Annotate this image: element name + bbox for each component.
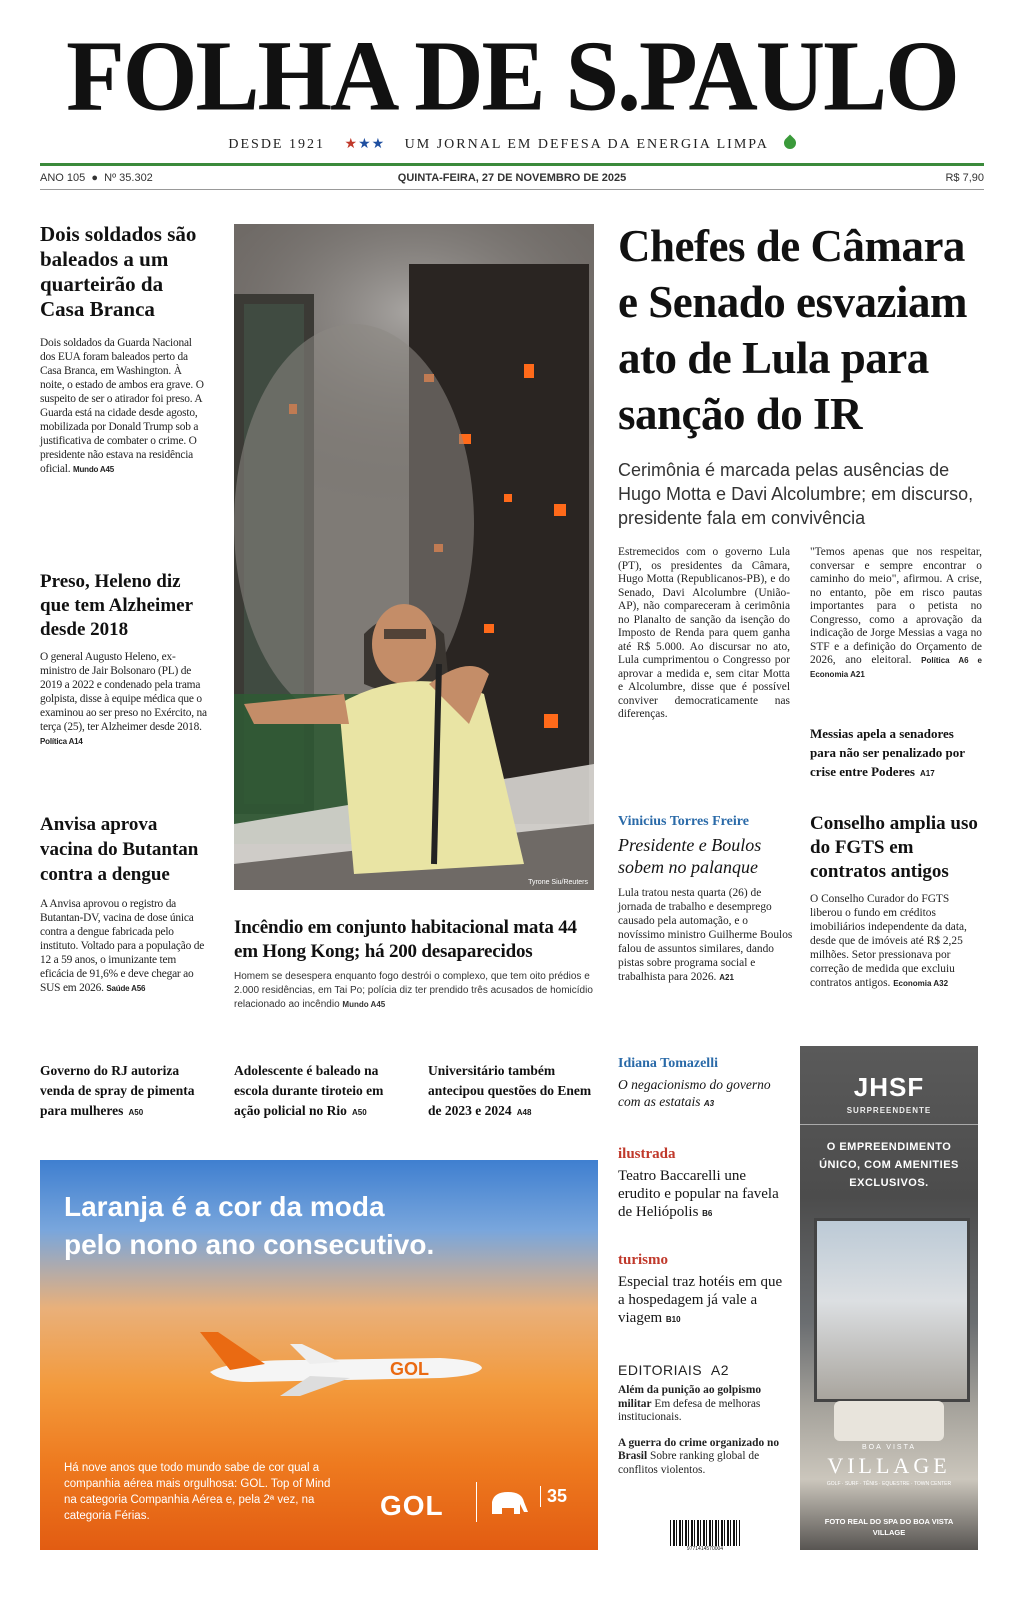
story-headline[interactable]: Preso, Heleno diz que tem Alzheimer desde 2018	[40, 571, 193, 640]
story-body: A Anvisa aprovou o registro da Butantan-DV, vacina de dose única contra a dengue fabricada pelo instituto. Voltado para a população de 12 a 59 anos, o imunizante tem eficácia de 91,6% e deve chegar ao SUS em 2026.	[40, 898, 205, 994]
masthead-tagline	[0, 136, 1024, 153]
section-ref: B6	[702, 1209, 713, 1218]
story-hong-kong[interactable]	[234, 916, 596, 1012]
bullet-icon: ●	[88, 172, 102, 184]
photo-credit: Tyrone Siu/Reuters	[528, 879, 588, 886]
section-ref: A17	[920, 769, 935, 778]
story-anvisa[interactable]	[40, 812, 208, 996]
column-author[interactable]: Idiana Tomazelli	[618, 1056, 718, 1071]
ilustrada-teaser[interactable]	[618, 1146, 786, 1223]
messias-brief[interactable]	[810, 723, 982, 780]
plane-logo-text: GOL	[390, 1359, 429, 1379]
edition-year: ANO 105	[40, 172, 86, 184]
ad-small-text: Há nove anos que todo mundo sabe de cor qual a companhia aérea mais orgulhosa: GOL. Top of Mind na categoria Companhia Aérea e, pela 2ª vez, na categoria Férias.	[64, 1462, 331, 1522]
ad-divider	[476, 1482, 477, 1522]
story-headline[interactable]: Conselho amplia uso do FGTS em contratos antigos	[810, 813, 978, 882]
leaf-drop-icon	[781, 135, 798, 152]
editoriais-block[interactable]	[618, 1362, 786, 1477]
editorial-title[interactable]: A guerra do crime organizado no Brasil	[618, 1436, 780, 1462]
column-title[interactable]: O negacionismo do governo com as estatais	[618, 1077, 771, 1109]
story-soldiers[interactable]	[40, 222, 208, 477]
lead-col2-text: "Temos apenas que nos respeitar, conversar e sempre encontrar o caminho do meio", afirmou. A crise, no entanto, põe em risco pautas importantes para o petista no Congresso, como a aprovação da indicação de Jorge Messias a vaga no STF e a definição do Orçamento de 2026, ano eleitoral.	[810, 546, 982, 666]
section-ref: A48	[516, 1108, 532, 1117]
photo-caption: Homem se desespera enquanto fogo destrói o complexo, que tem oito prédios e 2.000 residências, em Tai Po; polícia diz ter prendido três acusados de homicídio relacionado ao incêndio	[234, 971, 593, 1010]
since-text: DESDE 1921	[228, 137, 325, 152]
section-ref: Saúde A56	[106, 984, 146, 993]
story-body: Dois soldados da Guarda Nacional dos EUA foram baleados perto da Casa Branca, em Washington. À noite, o estado de ambos era grave. O suspeito de ser o atirador foi preso. A Guarda está na cidade desde agosto, mobilizada por Donald Trump sob a justificativa de combater o crime. O presidente não estava na residência oficial.	[40, 337, 204, 475]
editorial-text: Sobre ranking global de conflitos violentos.	[618, 1450, 760, 1476]
section-ref: B10	[665, 1315, 681, 1324]
section-ref: Mundo A45	[73, 465, 115, 474]
editoriais-label: EDITORIAIS	[618, 1362, 703, 1378]
ad-headline-1: Laranja é a cor da moda	[64, 1191, 385, 1222]
section-ref: Mundo A45	[342, 1000, 386, 1009]
story-headline[interactable]: Anvisa aprova vacina do Butantan contra a dengue	[40, 814, 199, 885]
brief-adolescente[interactable]	[234, 1060, 406, 1120]
teaser-text[interactable]: Teatro Baccarelli une erudito e popular na favela de Heliópolis	[618, 1168, 779, 1220]
barcode-number: 9771414570004	[670, 1546, 740, 1552]
ad-divider	[800, 1124, 978, 1125]
lead-headline[interactable]: Chefes de Câmara e Senado esvaziam ato de Lula para sanção do IR	[618, 221, 967, 439]
stars-icon: ★★★	[344, 137, 386, 152]
fire-photo[interactable]	[234, 224, 594, 890]
story-fgts[interactable]	[810, 812, 984, 991]
story-headline[interactable]: Dois soldados são baleados a um quarteirão da Casa Branca	[40, 222, 197, 321]
editorial-title[interactable]: Além da punição ao golpismo militar	[618, 1384, 762, 1410]
editorial-text: Em defesa de melhoras institucionais.	[618, 1397, 761, 1423]
column-body: Lula tratou nesta quarta (26) de jornada de trabalho e desemprego causado pela automação, e o novíssimo ministro Guilherme Boulos falou de assuntos similares, dando pistas sobre programa social e trabalhista para 2026.	[618, 887, 793, 983]
jhsf-tag: SURPREENDENTE	[846, 1106, 932, 1115]
section-label: turismo	[618, 1252, 668, 1268]
section-ref: Política A6 e Economia A21	[810, 656, 983, 679]
spa-photo	[814, 1218, 970, 1402]
messias-headline[interactable]: Messias apela a senadores para não ser penalizado por crise entre Poderes	[810, 726, 965, 779]
brief-text[interactable]: Universitário também antecipou questões do Enem de 2023 e 2024	[428, 1063, 592, 1118]
lead-story[interactable]	[618, 218, 984, 530]
barcode	[670, 1520, 740, 1550]
photo-headline[interactable]: Incêndio em conjunto habitacional mata 44 em Hong Kong; há 200 desaparecidos	[234, 917, 577, 962]
story-heleno[interactable]	[40, 570, 208, 749]
section-label: ilustrada	[618, 1146, 676, 1162]
section-ref: Economia A32	[893, 979, 949, 988]
jhsf-foot: FOTO REAL DO SPA DO BOA VISTA VILLAGE	[824, 1517, 954, 1537]
slogan-text: UM JORNAL EM DEFESA DA ENERGIA LIMPA	[404, 137, 769, 152]
section-ref: A50	[351, 1108, 367, 1117]
village-small: BOA VISTA	[861, 1444, 917, 1451]
jhsf-logo: JHSF	[853, 1072, 925, 1102]
gol-advertisement[interactable]	[40, 1160, 598, 1550]
edition-price: R$ 7,90	[945, 172, 984, 184]
section-ref: A50	[128, 1108, 144, 1117]
dateline-rule	[40, 189, 984, 190]
column-author[interactable]: Vinicius Torres Freire	[618, 814, 749, 829]
elephant-icon	[490, 1490, 530, 1516]
hong-kong-fire-illustration	[234, 224, 594, 890]
story-body: O general Augusto Heleno, ex-ministro de Jair Bolsonaro (PL) de 2019 a 2022 e condenado pela trama golpista, disse à equipe médica que o examinou ao ser preso no Exército, na terça (25), ter Alzheimer desde 2018.	[40, 651, 207, 733]
turismo-teaser[interactable]	[618, 1252, 786, 1329]
village-name: VILLAGE	[827, 1453, 951, 1478]
masthead-rule	[40, 163, 984, 166]
brief-text[interactable]: Governo do RJ autoriza venda de spray de pimenta para mulheres	[40, 1063, 195, 1118]
airplane-icon	[190, 1320, 490, 1400]
section-ref: Política A14	[40, 737, 83, 746]
lead-col1: Estremecidos com o governo Lula (PT), os presidentes da Câmara, Hugo Motta (Republicanos-PB), e do Senado, Davi Alcolumbre (União-AP), não compareceram à cerimônia no Planalto de sanção da isenção do Imposto de Renda para quem ganha até R$ 5.000. Ao discursar no ato, Lula cumprimentou o Congresso por aprovar a medida e, sem citar Motta e Alcolumbre, disse que é possível conviver democraticamente nas diferenças.	[618, 546, 790, 720]
ad-headline-2: pelo nono ano consecutivo.	[64, 1229, 435, 1260]
column-title[interactable]: Presidente e Boulos sobem no palanque	[618, 835, 762, 877]
teaser-text[interactable]: Especial traz hotéis em que a hospedagem já vale a viagem	[618, 1274, 783, 1326]
jhsf-advertisement[interactable]	[800, 1046, 978, 1550]
village-features: GOLF · SURF · TÊNIS · EQUESTRE · TOWN CENTER	[826, 1481, 952, 1487]
spa-bed	[834, 1401, 944, 1441]
lead-deck: Cerimônia é marcada pelas ausências de Hugo Motta e Davi Alcolumbre; em discurso, presidente fala em convivência	[618, 460, 974, 528]
brief-text[interactable]: Adolescente é baleado na escola durante tiroteio em ação policial no Rio	[234, 1063, 384, 1118]
masthead-title: FOLHA DE S.PAULO	[66, 19, 958, 132]
section-ref: A2	[710, 1362, 729, 1378]
section-ref: A21	[719, 973, 734, 982]
column-idiana[interactable]	[618, 1056, 786, 1112]
jhsf-text: O EMPREENDIMENTO ÚNICO, COM AMENITIES EXCLUSIVOS.	[819, 1141, 959, 1189]
story-body: O Conselho Curador do FGTS liberou o fundo em créditos imobiliários independente da data, desde que de imóveis até R$ 2,25 milhões. Setor pressionava por correção de medida que excluiu contratos antigos.	[810, 893, 967, 989]
lead-col2	[810, 546, 982, 681]
section-ref: A3	[703, 1099, 715, 1108]
ad-headline-group	[64, 1188, 434, 1264]
village-logo	[800, 1444, 978, 1504]
edition-number: Nº 35.302	[104, 172, 153, 184]
edition-date: QUINTA-FEIRA, 27 DE NOVEMBRO DE 2025	[397, 172, 627, 184]
column-vinicius[interactable]	[618, 814, 796, 985]
anniversary-badge: 35	[540, 1486, 567, 1507]
brief-rj[interactable]	[40, 1060, 212, 1120]
brief-enem[interactable]	[428, 1060, 600, 1120]
gol-logo: GOL	[380, 1490, 444, 1521]
